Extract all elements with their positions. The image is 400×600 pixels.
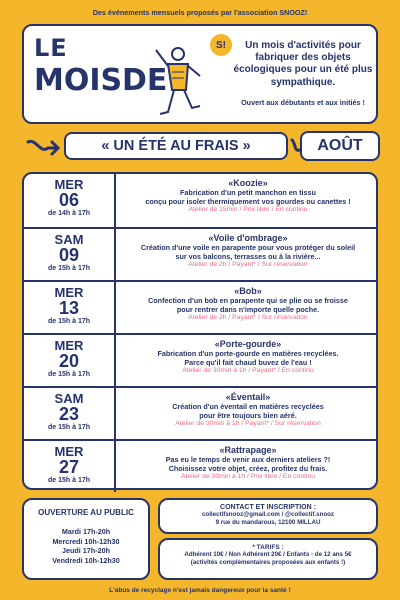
event-desc: Fabrication d'un porte-gourde en matières recyclées. bbox=[157, 349, 339, 359]
event-desc: conçu pour isoler thermiquement vos gourdes ou canettes ! bbox=[145, 197, 351, 207]
footer-note: L'abus de recyclage n'est jamais dangereux pour la santé ! bbox=[109, 587, 291, 594]
event-number: 13 bbox=[58, 298, 80, 318]
month-label: AOÛT bbox=[300, 131, 380, 161]
event-info: Atelier de 2h / Payant* / Sur réservation bbox=[188, 314, 308, 322]
event-desc: Confection d'un bob en parapente qui se plie ou se froisse bbox=[148, 296, 348, 306]
event-body bbox=[120, 388, 376, 439]
event-info: Atelier de 30min à 1h / Payant* / Sur réservation bbox=[175, 420, 321, 428]
tarifs-note: (activités complémentaires proposées aux enfants !) bbox=[190, 559, 346, 567]
event-hours: de 15h à 17h bbox=[47, 370, 91, 378]
event-row bbox=[24, 333, 376, 386]
opening-title: OUVERTURE AU PUBLIC bbox=[38, 508, 134, 517]
event-number: 09 bbox=[58, 245, 80, 265]
logo bbox=[32, 34, 168, 116]
event-body bbox=[120, 335, 376, 386]
event-row bbox=[24, 439, 376, 492]
event-date bbox=[24, 388, 116, 439]
event-desc: Création d'une voile en parapente pour vous protéger du soleil bbox=[140, 243, 356, 253]
event-hours: de 15h à 17h bbox=[47, 423, 91, 431]
event-title: «Voile d'ombrage» bbox=[208, 233, 288, 243]
event-body bbox=[120, 174, 376, 227]
contact-address: 9 rue du mandarous, 12100 MILLAU bbox=[215, 519, 321, 527]
event-date bbox=[24, 282, 116, 333]
event-desc: sur vos balcons, terrasses ou à la rivière... bbox=[175, 252, 321, 262]
opening-line: Jeudi 17h-20h bbox=[62, 546, 110, 556]
hero-headline: Un mois d'activités pour fabriquer des objets écologiques pour un été plus sympathique. bbox=[233, 40, 373, 88]
event-body bbox=[120, 441, 376, 492]
event-date bbox=[24, 335, 116, 386]
contact-email: collectifsnooz@gmail.com / @collectif.snooz bbox=[201, 511, 335, 518]
event-title: «Rattrapage» bbox=[219, 445, 277, 455]
event-title: «Éventail» bbox=[225, 392, 271, 402]
event-number: 27 bbox=[58, 457, 80, 477]
event-number: 23 bbox=[58, 404, 80, 424]
logo-le: LE bbox=[34, 34, 68, 62]
hero-panel bbox=[22, 24, 378, 124]
snooz-badge: S! bbox=[210, 34, 232, 56]
opening-line: Vendredi 10h-12h30 bbox=[52, 556, 120, 566]
event-desc: Pas eu le temps de venir aux derniers ateliers ?! bbox=[165, 455, 331, 465]
event-body bbox=[120, 229, 376, 280]
event-title: «Porte-gourde» bbox=[214, 339, 282, 349]
arrow-right-icon bbox=[26, 136, 62, 158]
event-desc: Fabrication d'un petit manchon en tissu bbox=[180, 188, 316, 198]
event-number: 06 bbox=[58, 190, 80, 210]
event-title: «Bob» bbox=[234, 286, 262, 296]
event-info: Atelier de 30min à 1h / Payant* / En continu bbox=[182, 367, 314, 375]
event-body bbox=[120, 282, 376, 333]
events-schedule bbox=[22, 172, 378, 490]
event-row bbox=[24, 280, 376, 333]
header-note: Des événements mensuels proposés par l'association SNOOZ! bbox=[92, 8, 308, 17]
hero-subtitle: Ouvert aux débutants et aux initiés ! bbox=[241, 98, 365, 107]
event-title: «Koozie» bbox=[228, 178, 268, 188]
logo-mois: MOIS bbox=[34, 63, 123, 98]
logo-de: DE bbox=[122, 63, 168, 98]
event-desc: pour rentrer dans n'importe quelle poche. bbox=[176, 305, 320, 315]
event-hours: de 15h à 17h bbox=[47, 264, 91, 272]
event-date bbox=[24, 441, 116, 492]
dancing-figure-icon bbox=[150, 42, 210, 122]
event-desc: Parce qu'il fait chaud buvez de l'eau ! bbox=[184, 358, 312, 368]
opening-line: Mardi 17h-20h bbox=[61, 527, 111, 536]
event-desc: pour être toujours bien aéré. bbox=[199, 411, 297, 421]
event-day: SAM bbox=[54, 232, 84, 247]
event-day: MER bbox=[54, 285, 84, 300]
event-day: MER bbox=[54, 444, 84, 459]
event-hours: de 15h à 17h bbox=[47, 476, 91, 484]
event-day: MER bbox=[54, 338, 84, 353]
event-day: MER bbox=[54, 177, 84, 192]
event-date bbox=[24, 174, 116, 227]
opening-line: Mercredi 10h-12h30 bbox=[52, 536, 120, 546]
tarifs-panel bbox=[158, 538, 378, 580]
contact-panel bbox=[158, 498, 378, 534]
event-row bbox=[24, 386, 376, 439]
tarifs-title: * TARIFS : bbox=[252, 544, 284, 551]
contact-title: CONTACT ET INSCRIPTION : bbox=[220, 504, 316, 511]
event-date bbox=[24, 229, 116, 280]
event-info: Atelier de 30min à 1h / Prix libre / En continu bbox=[180, 473, 316, 481]
theme-title: « UN ÉTÉ AU FRAIS » bbox=[64, 132, 288, 160]
event-row bbox=[24, 227, 376, 280]
event-day: SAM bbox=[54, 391, 84, 406]
tarifs-prices: Adhérent 10€ / Non Adhérent 20€ / Enfants - de 12 ans 5€ bbox=[184, 551, 352, 558]
opening-hours-panel bbox=[22, 498, 150, 580]
event-hours: de 15h à 17h bbox=[47, 317, 91, 325]
event-desc: Choisissez votre objet, créez, profitez du frais. bbox=[168, 464, 328, 474]
event-hours: de 14h à 17h bbox=[47, 209, 91, 217]
event-number: 20 bbox=[58, 351, 80, 371]
event-info: Atelier de 2h / Payant* / Sur réservation bbox=[188, 261, 308, 269]
event-info: Atelier de 15min / Prix libre / En continu bbox=[188, 206, 308, 214]
event-row bbox=[24, 174, 376, 227]
event-desc: Création d'un éventail en matières recyclées bbox=[172, 402, 324, 412]
